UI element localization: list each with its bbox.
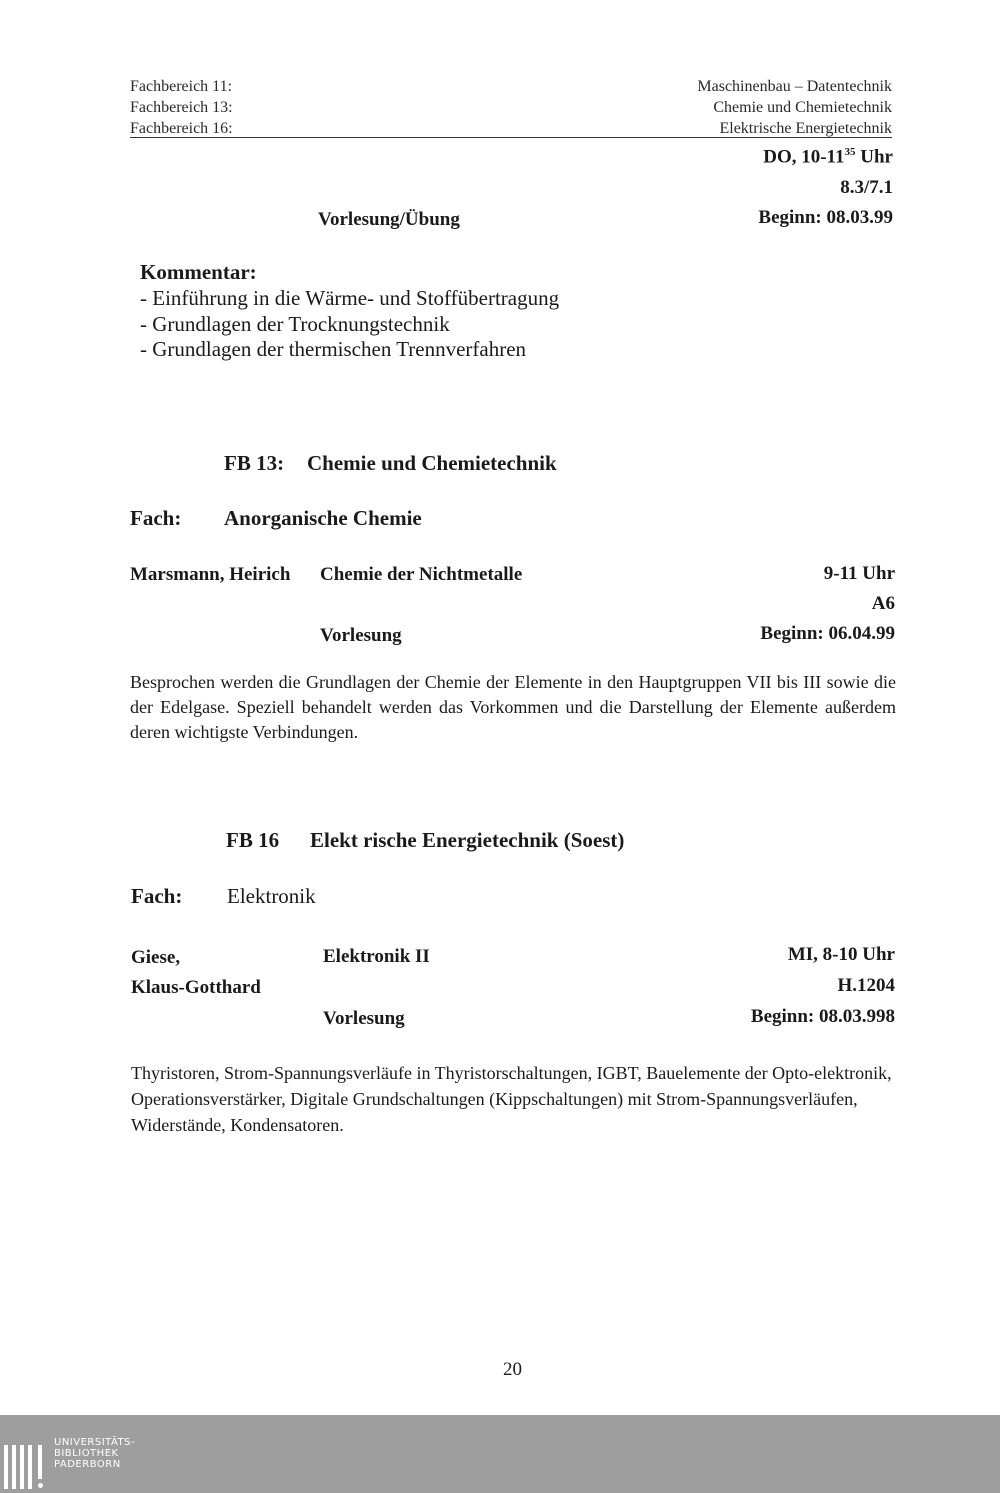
fb13-fach-value: Anorganische Chemie [224,506,422,530]
top-course-type: Vorlesung/Übung [318,209,460,230]
header-left-1: Fachbereich 11: [130,78,233,95]
page-number: 20 [503,1359,522,1380]
library-line-2: BIBLIOTHEK [54,1448,119,1459]
fb16-fach-label: Fach: [131,884,183,908]
header-right-1: Maschinenbau – Datentechnik [697,78,892,95]
top-course-time: DO, $10-11^{35}$ Uhr [763,146,893,168]
fb16-description: Thyristoren, Strom-Spannungsverläufe in Thyristorschaltungen, IGBT, Bauelemente der Opto-elektronik, Operationsverstärker, Digitale Grundschaltungen (Kippschaltungen) mit Strom-Spannungsverläufen, Widerstände, Kondensatoren. [131,1063,892,1135]
library-line-1: UNIVERSITÄTS- [54,1437,136,1448]
header-right-2: Chemie und Chemietechnik [713,99,892,116]
fb16-type: Vorlesung [323,1008,405,1029]
comment-item-1: - Einführung in die Wärme- und Stoffübertragung [140,286,560,310]
library-footer [0,1415,1000,1493]
header-left-3: Fachbereich 16: [130,120,233,137]
fb16-course: Elektronik II [323,946,430,967]
fb13-type: Vorlesung [320,625,402,646]
header-rule [130,137,892,138]
header-left-2: Fachbereich 13: [130,99,233,116]
fb13-fach-label: Fach: [130,506,182,530]
fb16-start: Beginn: 08.03.998 [750,1006,895,1027]
top-course-start: Beginn: 08.03.99 [758,207,893,228]
fb13-heading-title: Chemie und Chemietechnik [307,451,557,475]
fb16-time: MI, 8-10 Uhr [787,944,895,965]
library-name [54,1437,135,1470]
fb13-heading-num: FB 13: [224,451,285,475]
fb16-fach-value: Elektronik [227,884,316,908]
fb16-lecturer-line1: Giese, [131,947,181,968]
fb13-course: Chemie der Nichtmetalle [320,564,523,585]
comment-label: Kommentar: [140,260,257,284]
fb13-start: Beginn: 06.04.99 [760,623,895,644]
comment-item-3: - Grundlagen der thermischen Trennverfahren [140,337,527,361]
fb16-lecturer-line2: Klaus-Gotthard [131,977,261,998]
fb13-description: Besprochen werden die Grundlagen der Chemie der Elemente in den Hauptgruppen VII bis III sowie die der Edelgase. Speziell behandelt werden das Vorkommen und die Darstellung der Elemente außerdem deren wichtigste Verbindungen. [130,672,896,742]
top-course-room: 8.3/7.1 [840,177,893,198]
fb16-room: H.1204 [837,975,895,996]
fb13-room: A6 [871,593,895,614]
fb13-time: 9-11 Uhr [823,563,895,584]
fb16-heading-title: Elekt rische Energietechnik (Soest) [310,828,625,852]
comment-item-2: - Grundlagen der Trocknungstechnik [140,312,450,336]
header-right-3: Elektrische Energietechnik [719,120,892,137]
fb13-lecturer: Marsmann, Heirich [130,564,291,585]
fb16-heading-num: FB 16 [226,828,280,852]
library-line-3: PADERBORN [54,1459,121,1470]
